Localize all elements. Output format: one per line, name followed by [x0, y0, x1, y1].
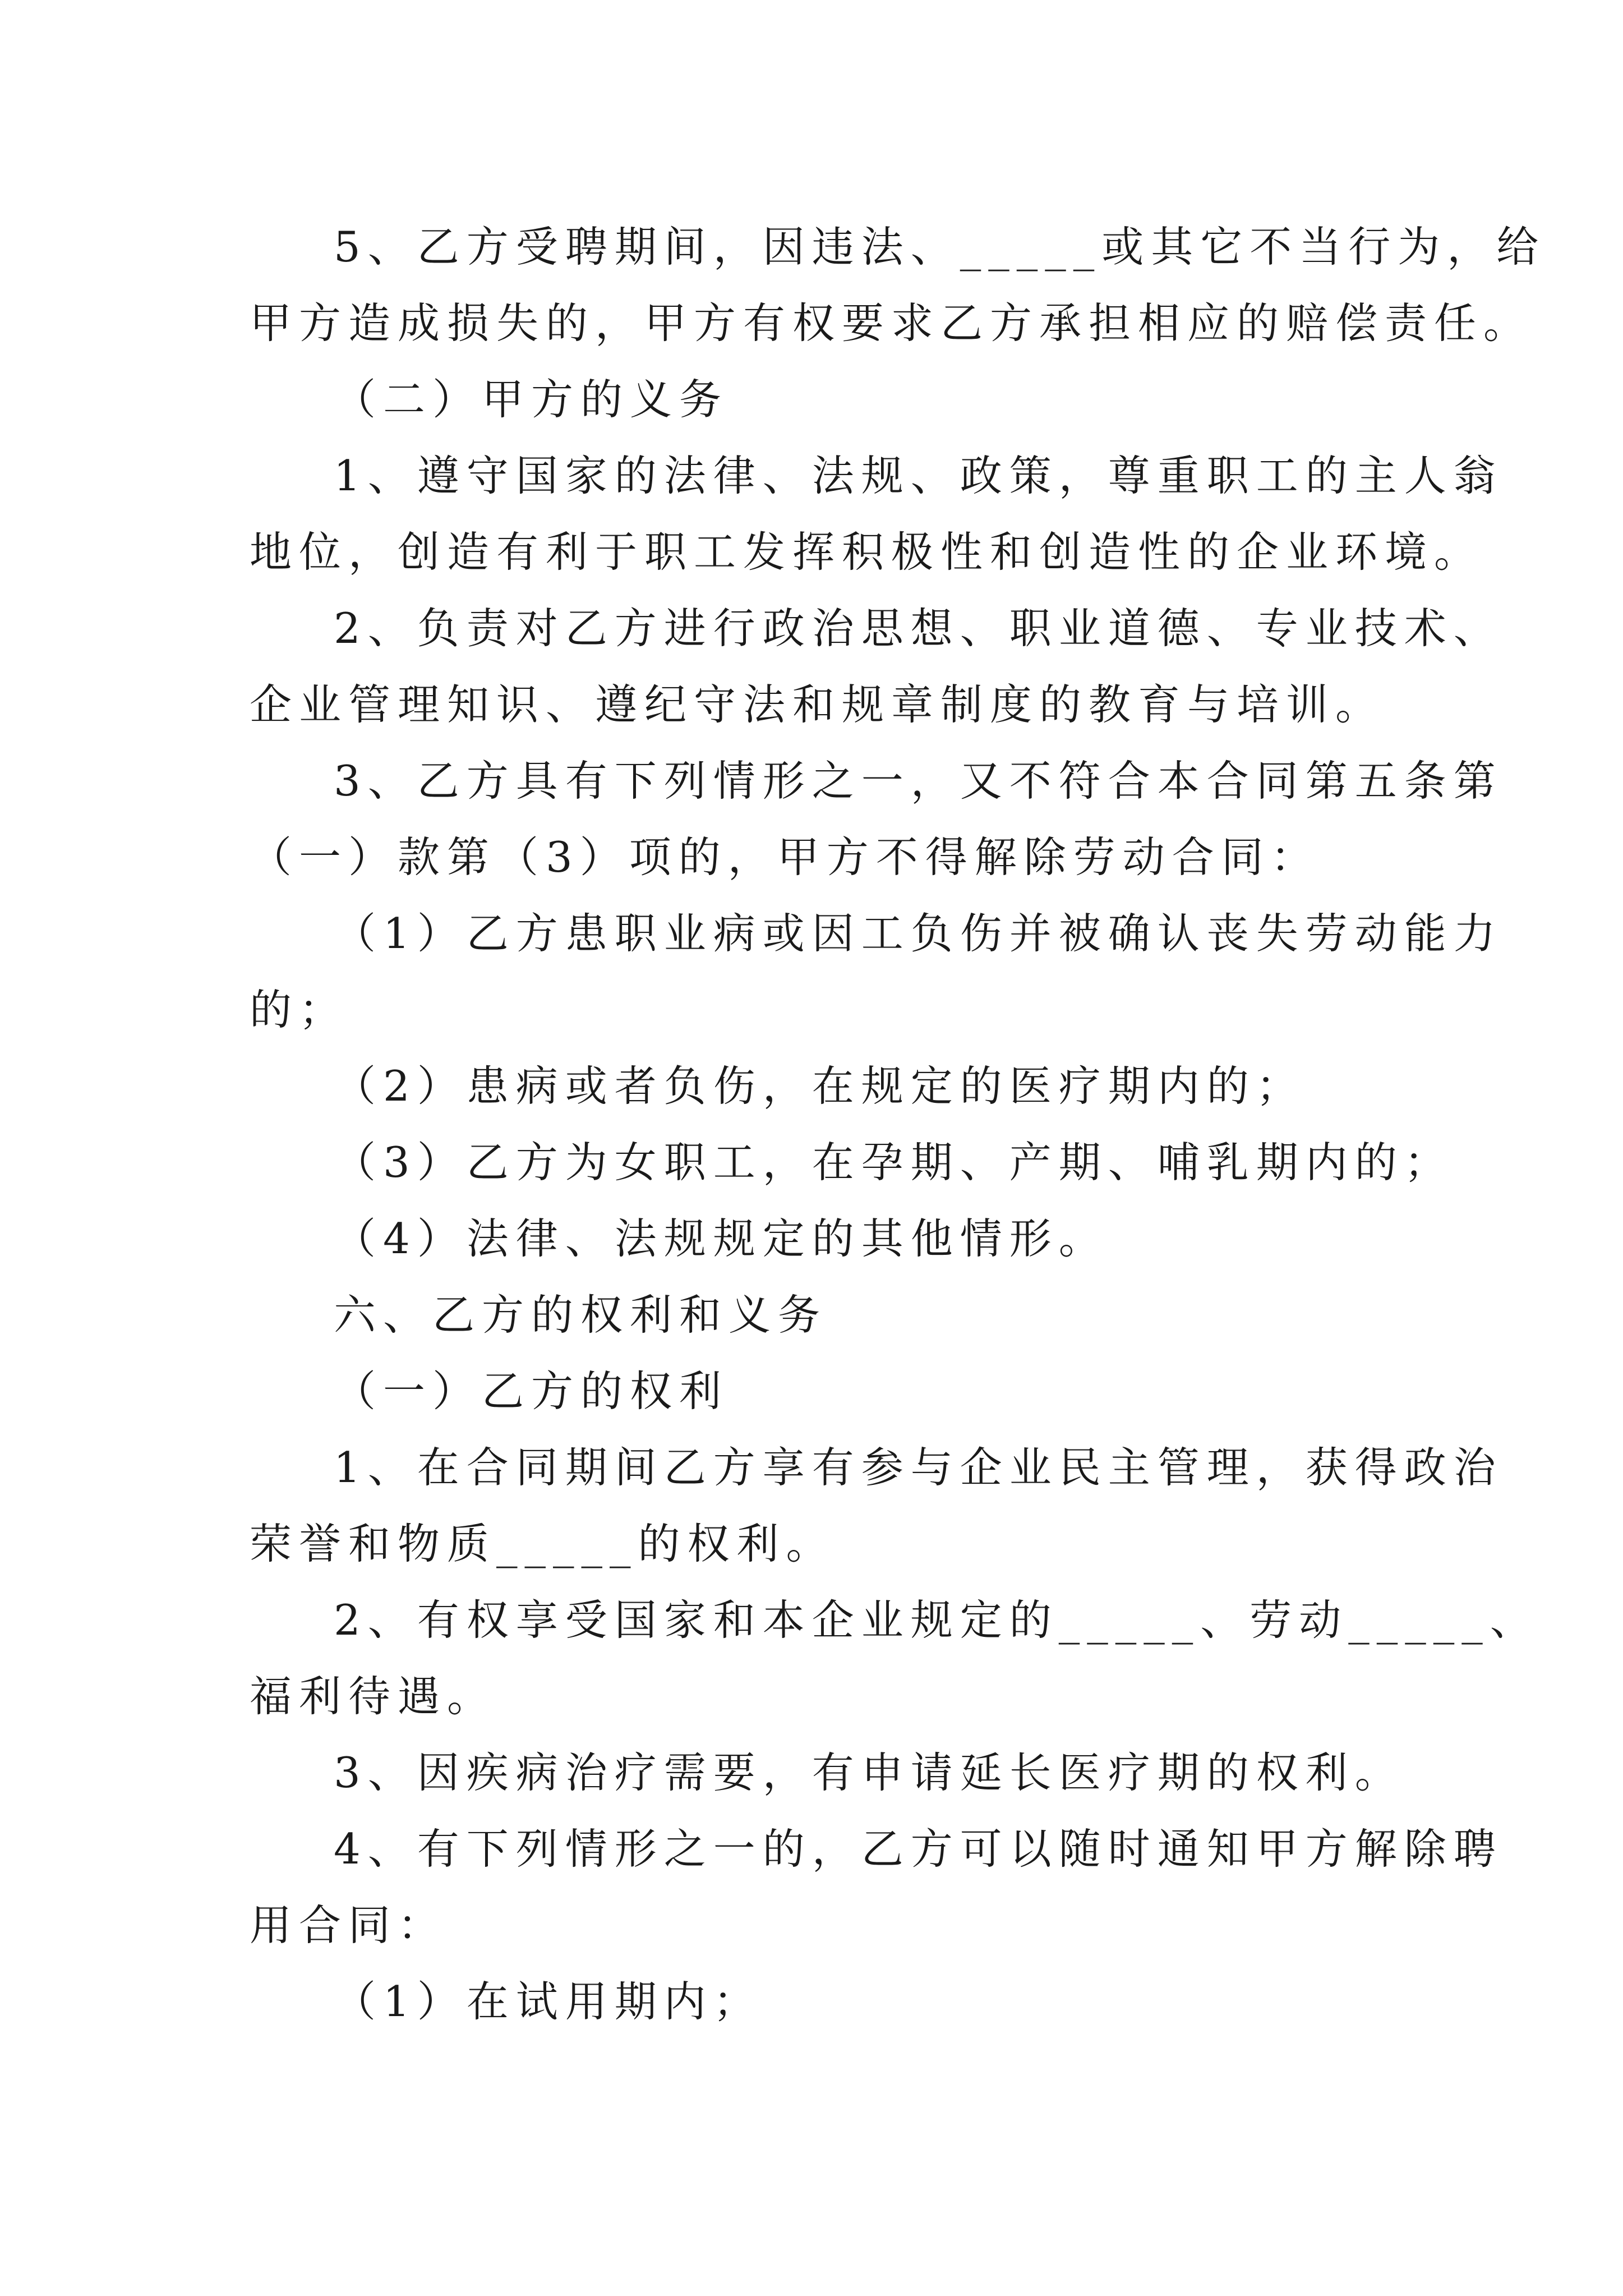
text-line: 2、有权享受国家和本企业规定的_____、劳动_____、 — [334, 1595, 1539, 1645]
text-line: 4、有下列情形之一的，乙方可以随时通知甲方解除聘 — [334, 1824, 1503, 1874]
text-line: （4）法律、法规规定的其他情形。 — [334, 1214, 1108, 1263]
text-line: 1、在合同期间乙方享有参与企业民主管理，获得政治 — [334, 1443, 1503, 1492]
text-line: （3）乙方为女职工，在孕期、产期、哺乳期内的； — [334, 1138, 1454, 1187]
text-line: 福利待遇。 — [250, 1672, 497, 1721]
section-heading: （二）甲方的义务 — [334, 375, 729, 424]
text-line: 5、乙方受聘期间，因违法、_____或其它不当行为，给 — [334, 222, 1546, 272]
text-line: （1）在试用期内； — [334, 1977, 763, 2026]
text-line: 2、负责对乙方进行政治思想、职业道德、专业技术、 — [334, 604, 1503, 653]
section-heading: 六、乙方的权利和义务 — [334, 1290, 828, 1340]
text-line: 用合同： — [250, 1901, 448, 1950]
text-line: （2）患病或者负伤，在规定的医疗期内的； — [334, 1061, 1306, 1111]
text-line: 的； — [250, 985, 349, 1034]
text-line: 荣誉和物质_____的权利。 — [250, 1519, 836, 1568]
text-line: 3、因疾病治疗需要，有申请延长医疗期的权利。 — [334, 1748, 1404, 1797]
text-line: 3、乙方具有下列情形之一，又不符合本合同第五条第 — [334, 756, 1503, 806]
text-line: （1）乙方患职业病或因工负伤并被确认丧失劳动能力 — [334, 909, 1503, 958]
section-heading: （一）乙方的权利 — [334, 1366, 729, 1416]
text-line: 1、遵守国家的法律、法规、政策，尊重职工的主人翁 — [334, 451, 1503, 500]
text-line: （一）款第（3）项的，甲方不得解除劳动合同： — [250, 832, 1320, 882]
text-line: 企业管理知识、遵纪守法和规章制度的教育与培训。 — [250, 680, 1385, 729]
text-line: 地位，创造有利于职工发挥积极性和创造性的企业环境。 — [250, 527, 1484, 577]
text-line: 甲方造成损失的，甲方有权要求乙方承担相应的赔偿责任。 — [250, 298, 1533, 348]
